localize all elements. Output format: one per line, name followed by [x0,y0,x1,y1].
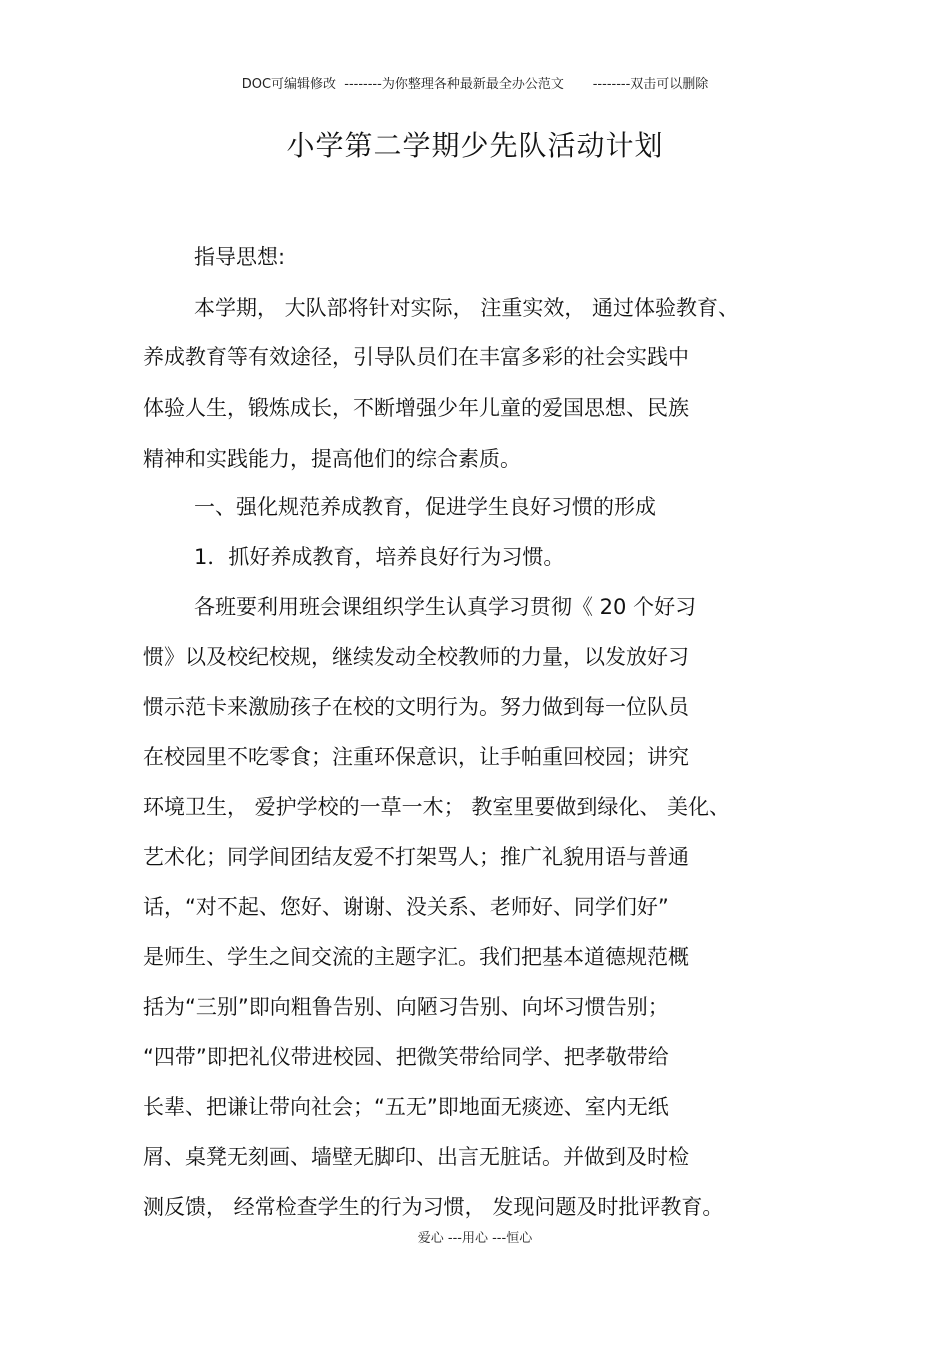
paragraph-line: 惯示范卡来激励孩子在校的文明行为。努力做到每一位队员 [143,695,689,719]
document-title: 小学第二学期少先队活动计划 [286,129,664,162]
paragraph-line: 环境卫生， 爱护学校的一草一木； 教室里要做到绿化、 美化、 [143,795,731,819]
paragraph-line: 长辈、把谦让带向社会；“五无”即地面无痰迹、室内无纸 [143,1095,669,1119]
subsection-heading-one: 1．抓好养成教育，培养良好行为习惯。 [194,545,565,569]
paragraph-line: 括为“三别”即向粗鲁告别、向陋习告别、向坏习惯告别； [143,995,669,1019]
paragraph-line: 各班要利用班会课组织学生认真学习贯彻《 20 个好习 [194,595,697,619]
paragraph-line: 精神和实践能力，提高他们的综合素质。 [143,447,521,471]
paragraph-line: 惯》以及校纪校规，继续发动全校教师的力量，以发放好习 [143,645,689,669]
page-footer: 爱心 ---用心 ---恒心 [417,1231,533,1246]
section-heading-guiding-ideology: 指导思想: [194,245,286,269]
page-header: DOC可编辑修改 --------为你整理各种最新最全办公范文 --------双击可以删除 [241,77,709,92]
paragraph-line: 养成教育等有效途径，引导队员们在丰富多彩的社会实践中 [143,345,689,369]
paragraph-line: 体验人生，锻炼成长，不断增强少年儿童的爱国思想、民族 [143,396,689,420]
paragraph-line: 是师生、学生之间交流的主题字汇。我们把基本道德规范概 [143,945,689,969]
paragraph-line: 测反馈， 经常检查学生的行为习惯， 发现问题及时批评教育。 [143,1195,724,1219]
paragraph-line: 本学期， 大队部将针对实际， 注重实效， 通过体验教育、 [194,296,740,320]
paragraph-line: “四带”即把礼仪带进校园、把微笑带给同学、把孝敬带给 [143,1045,669,1069]
paragraph-line: 在校园里不吃零食；注重环保意识，让手帕重回校园；讲究 [143,745,689,769]
section-heading-one: 一、强化规范养成教育，促进学生良好习惯的形成 [194,495,656,519]
paragraph-line: 艺术化；同学间团结友爱不打架骂人；推广礼貌用语与普通 [143,845,689,869]
paragraph-line: 屑、桌凳无刻画、墙壁无脚印、出言无脏话。并做到及时检 [143,1145,689,1169]
paragraph-line: 话，“对不起、您好、谢谢、没关系、老师好、同学们好” [143,895,669,919]
